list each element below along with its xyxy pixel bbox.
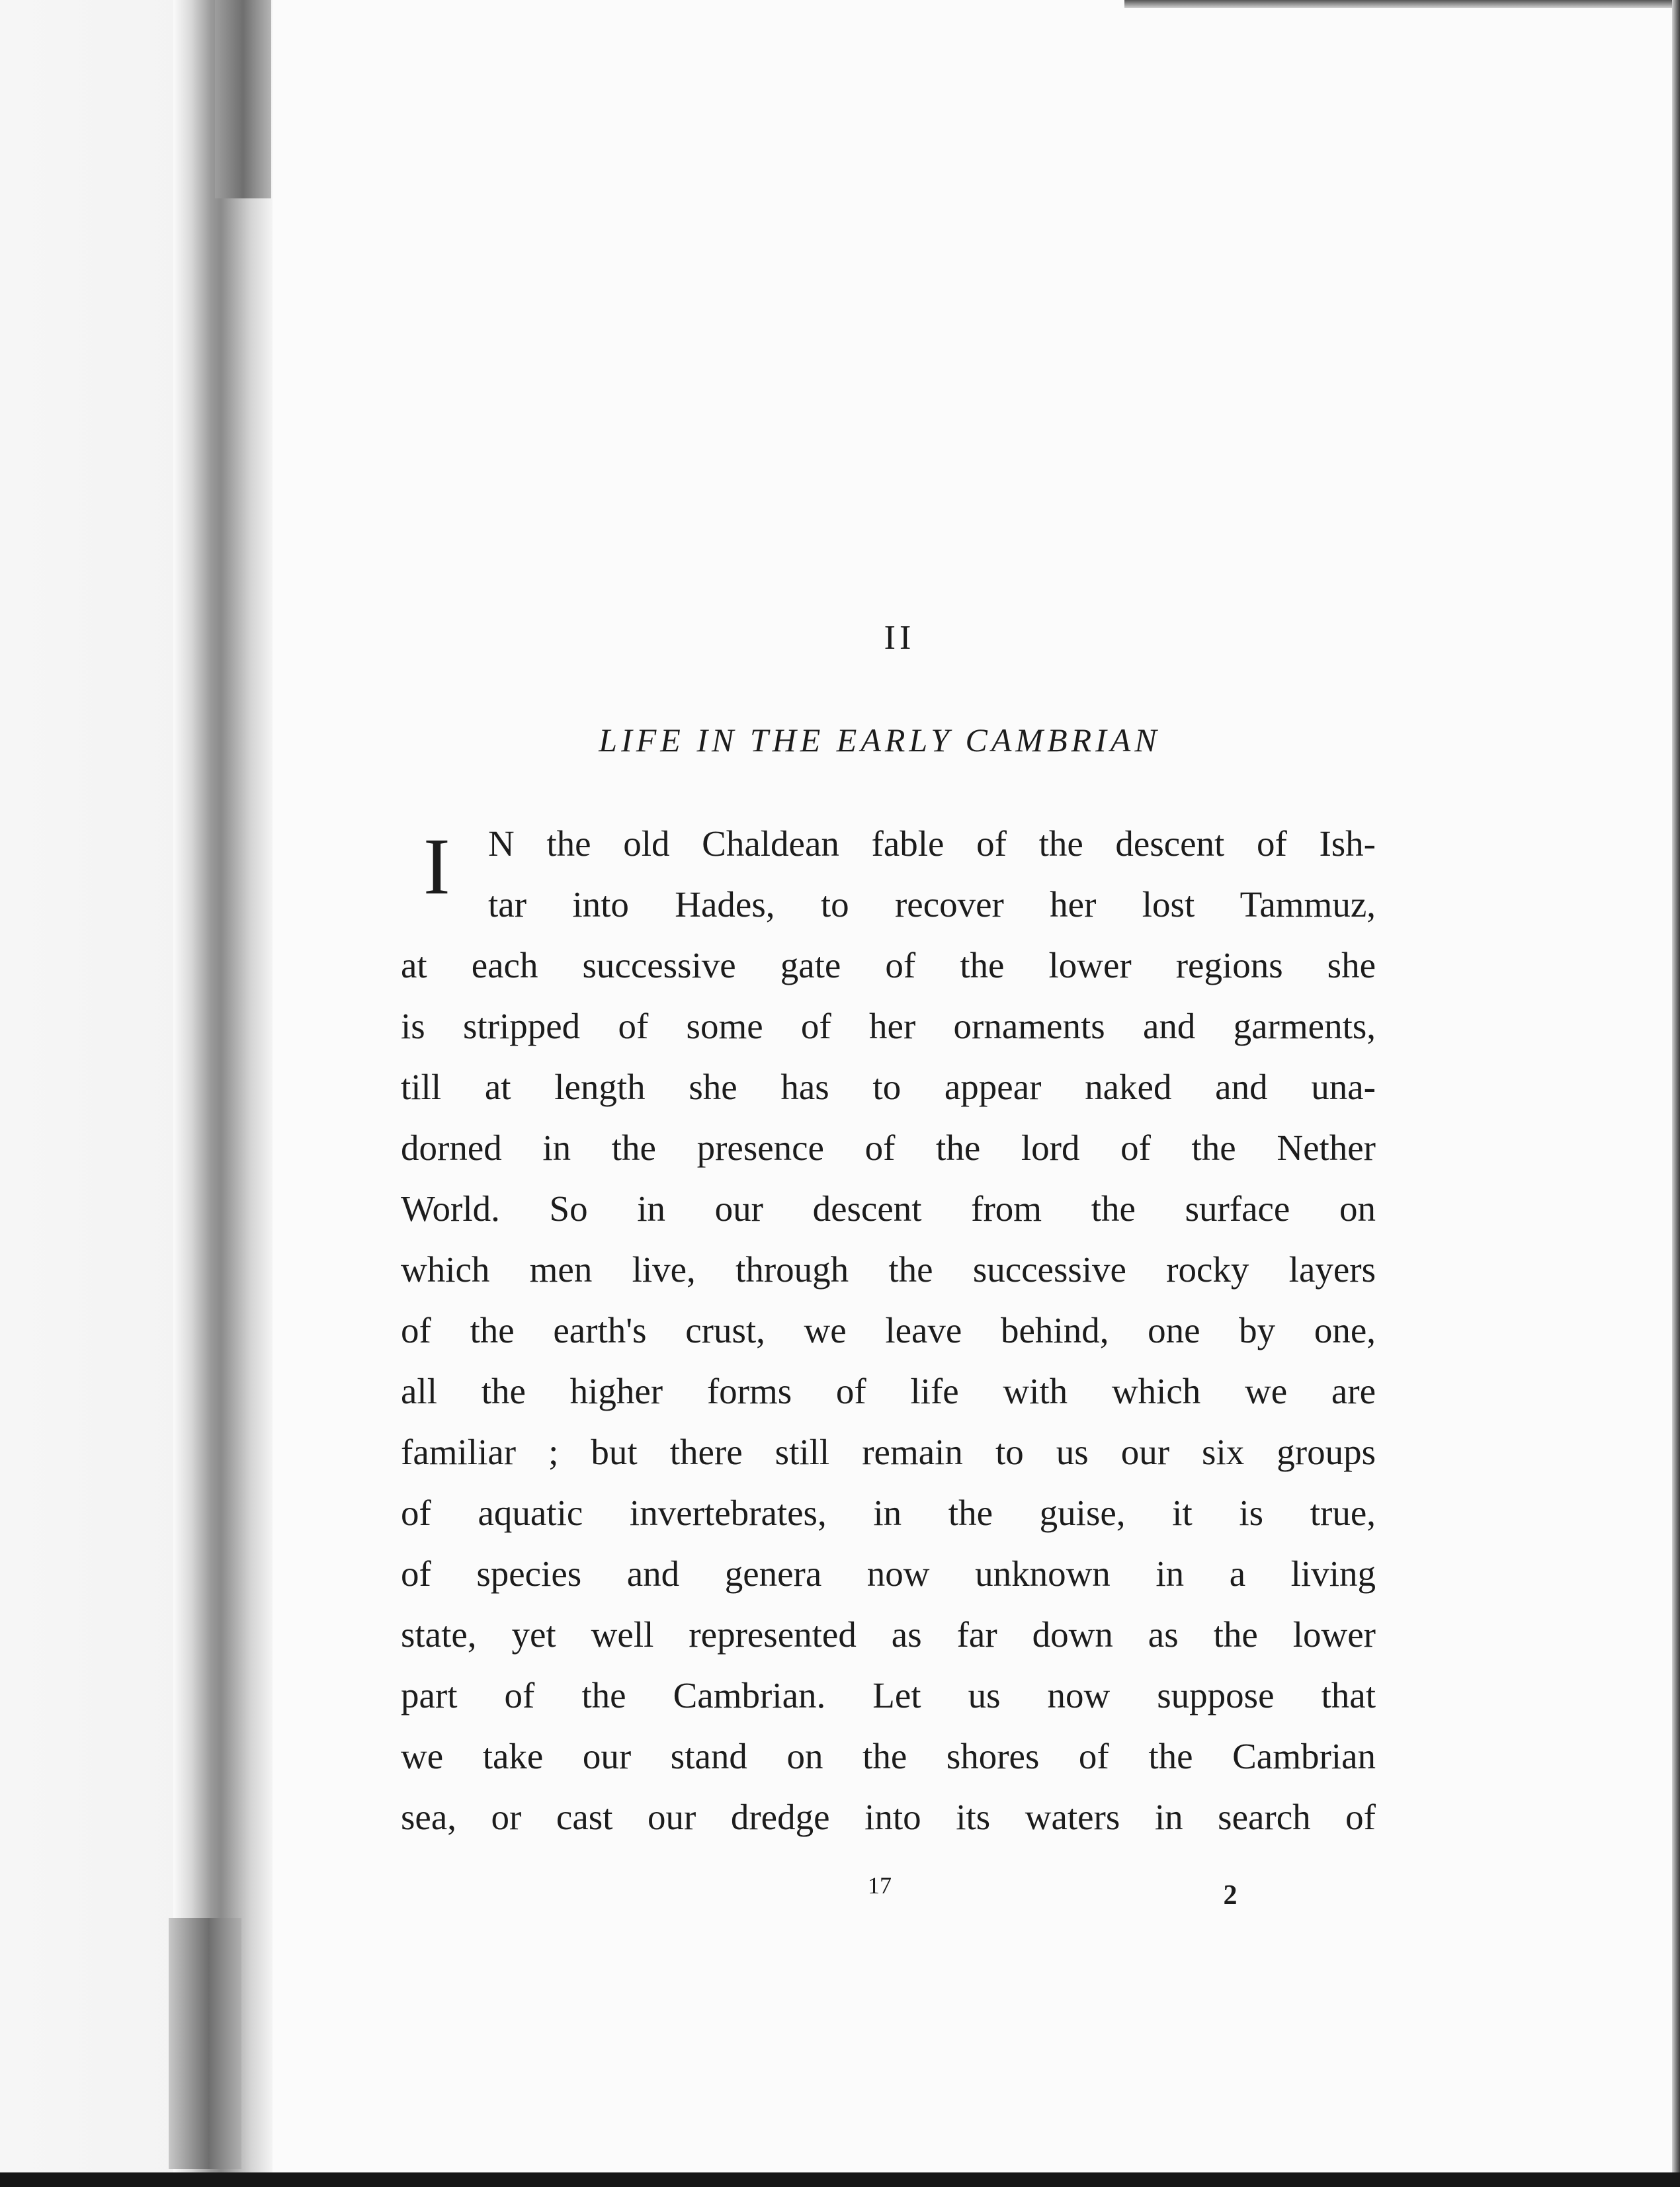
text-line: World. So in our descent from the surface on xyxy=(401,1188,1376,1229)
text-line: familiar ; but there still remain to us our six groups xyxy=(401,1432,1376,1472)
text-line: at each successive gate of the lower regions she xyxy=(401,945,1376,985)
text-line: we take our stand on the shores of the Cambrian xyxy=(401,1736,1376,1776)
text-line: dorned in the presence of the lord of the Nether xyxy=(401,1128,1376,1168)
scan-bottom-edge xyxy=(0,2172,1680,2187)
text-line: N the old Chaldean fable of the descent of Ish- xyxy=(488,823,1376,864)
text-line: all the higher forms of life with which we are xyxy=(401,1371,1376,1411)
text-line: of aquatic invertebrates, in the guise, it is true, xyxy=(401,1493,1376,1533)
chapter-title: LIFE IN THE EARLY CAMBRIAN xyxy=(599,722,1161,759)
spine-shadow-top xyxy=(215,0,271,198)
text-line: state, yet well represented as far down as the lower xyxy=(401,1614,1376,1655)
text-line: of the earth's crust, we leave behind, one by one, xyxy=(401,1310,1376,1350)
text-line: till at length she has to appear naked and una- xyxy=(401,1067,1376,1107)
book-spine-shadow xyxy=(173,0,273,2187)
text-line: of species and genera now unknown in a living xyxy=(401,1553,1376,1594)
drop-cap: I xyxy=(423,822,450,911)
text-line: which men live, through the successive rocky layers xyxy=(401,1249,1376,1290)
text-line: tar into Hades, to recover her lost Tammuz, xyxy=(488,884,1376,925)
body-paragraph xyxy=(401,813,1376,1848)
scan-right-edge xyxy=(1672,0,1680,2187)
text-line: part of the Cambrian. Let us now suppose that xyxy=(401,1675,1376,1715)
page-number: 17 xyxy=(868,1872,892,1899)
text-line: sea, or cast our dredge into its waters in search of xyxy=(401,1797,1376,1837)
scan-top-edge xyxy=(1124,0,1680,8)
signature-mark: 2 xyxy=(1223,1880,1238,1911)
chapter-number: II xyxy=(884,619,915,657)
text-line: is stripped of some of her ornaments and garments, xyxy=(401,1006,1376,1046)
spine-shadow-bottom xyxy=(169,1918,241,2169)
